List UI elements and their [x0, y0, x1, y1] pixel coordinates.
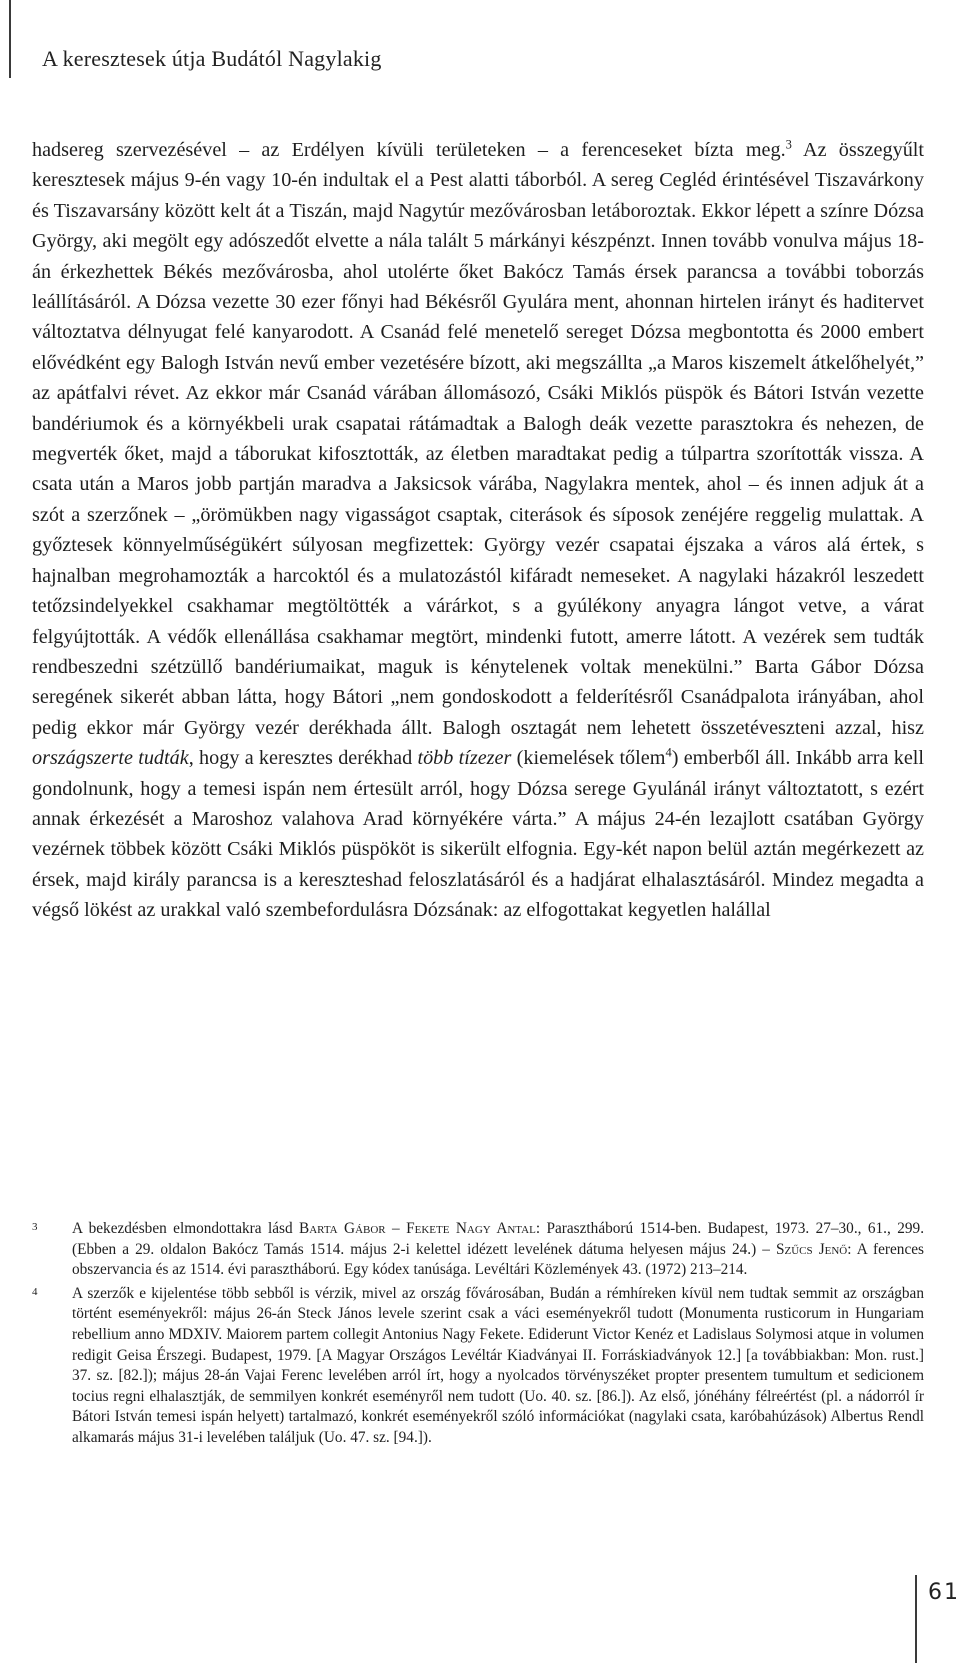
body-text-3: , hogy a keresztes derékhad [188, 747, 418, 770]
footnote-author: Barta Gábor – Fekete Nagy Antal [299, 1220, 536, 1237]
body-text-1: hadsereg szervezésével – az Erdélyen kívüli területeken – a ferenceseket bízta meg. [32, 139, 786, 161]
footnotes [32, 1219, 924, 1452]
body-text-5: ) emberből áll. Inkább arra kell gondolnunk, hogy a temesi ispán nem értesült arról, hogy Dózsa serege Gyulánál irányt változtatott, s ezért annak érkezését a Maroshoz valahova Arad környékére várta.” A május 24-én lezajlott csatában György vezérnek többek között Csáki Miklós püspököt is sikerült elfognia. Egy-két napon belül aztán megérkezett az érsek, majd király parancsa is a kereszteshad feloszlatásáról és a hadjárat elhalasztásáról. Mindez megadta a végső lökést az urakkal való szembefordulásra Dózsának: az elfogottakat kegyetlen halállal [32, 747, 924, 922]
emphasis-2: több tízezer [417, 747, 512, 770]
footnote-ref-4[interactable]: 4 [665, 745, 672, 760]
footnote-number: 3 [32, 1221, 38, 1233]
footnote-author: Szűcs Jenő [775, 1240, 848, 1258]
body-text-4: (kiemelések tőlem [511, 747, 666, 770]
footnote-text: A bekezdésben elmondottakra lásd [72, 1220, 300, 1237]
footnote-ref-3[interactable]: 3 [785, 137, 792, 152]
footnote-text: : Parasztháború 1514-ben. Budapest, 1973. 27–30., 61., 299. (Ebben a 29. oldalon Bakócz Tamás 1514. május 2-i kelettel idézett levelének dátuma helyesen május 24.) – [72, 1220, 925, 1258]
footnote-text: : A ferences obszervancia és az 1514. évi parasztháború. Egy kódex tanúsága. Levéltári Közlemények 43. (1972) 213–214. [72, 1240, 924, 1279]
page-number-rule [915, 1575, 917, 1663]
running-head: A keresztesek útja Budától Nagylakig [42, 46, 382, 71]
emphasis-1: országszerte tudták [32, 747, 189, 770]
body-text-2: Az összegyűlt keresztesek május 9-én vagy 10-én indultak el a Pest alatti táborból. A sereg Cegléd érintésével Tiszavárkony és Tiszavarsány között kelt át a Tiszán, majd Nagytúr mezővárosban letáboroztak. Ekkor lépett a színre Dózsa György, aki megölt egy adószedőt elvette a nála talált 5 márkányi készpénzt. Innen tovább vonulva május 18-án érkezhettek Békés mezővárosba, ahol utolérte őket Bakócz Tamás érsek parancsa a további toborzás leállításáról. A Dózsa vezette 30 ezer főnyi had Békésről Gyulára ment, ahonnan hirtelen irányt és haditervet változtatva délnyugat felé kanyarodott. A Csanád felé menetelő sereget Dózsa megbontotta és 2000 embert elővédként egy Balogh István nevű ember vezetésére bízott, aki megszállta „a Maros kiszemelt átkelőhelyét,” az apátfalvi révet. Az ekkor már Csanád várában állomásozó, Csáki Miklós püspök és Bátori István vezette bandériumok és a környékbeli urak csapatai rátámadtak a Balogh deák vezette parasztokra és nehezen, de megverték őket, majd a táborukat kifosztották, az életben maradtakat pedig a túlpartra szorították vissza. A csata után a Maros jobb partján maradva a Jaksicsok várába, Nagylakra mentek, ahol – és innen adjuk át a szót a szerzőnek – „örömükben nagy vigasságot csaptak, citerások és síposok zenéjére reggelig mulattak. A győztesek könnyelműségükért súlyosan megfizettek: György vezér csapatai éjszaka a város alá értek, s hajnalban megrohamozták a harcoktól és a mulatozástól kifáradt nemeseket. A nagylaki házakról leszedett tetőzsindelyekkel csakhamar megtöltötték a várárkot, s a gyúlékony anyagra lángot vetve, a várat felgyújtották. A védők ellenállása csakhamar megtört, mindenki futott, amerre látott. A vezérek sem tudták rendbeszedni szétzüllő bandériumaikat, maguk is kénytelenek voltak menekülni.” Barta Gábor Dózsa seregének sikerét abban látta, hogy Bátori „nem gondoskodott a felderítésről Csanádpalota irányában, ahol pedig ekkor már György vezér derékhada állt. Balogh osztagát nem lehetett összetéveszteni azzal, hisz [32, 139, 924, 739]
page-number: 61 [928, 1580, 960, 1605]
footnote-text: A szerzők e kijelentése több sebből is vérzik, mivel az ország fővárosában, Budán a rémhíreken kívül nem tudtak semmit az országban történt eseményekről: május 26-án Steck János levele szerint csak a váci eseményekről tudott (Monumenta rusticorum in Hungariam rebellium anno MDXIV. Maiorem partem collegit Antonius Nagy Fekete. Ediderunt Victor Kenéz et Ladislaus Solymosi atque in volumen redigit Geisa Érszegi. Budapest, 1979. [A Magyar Országos Levéltár Kiadványai II. Forráskiadványok 12.] [a továbbiakban: Mon. rust.] 37. sz. [82.]); május 28-án Vajai Ferenc levelében arról írt, hogy a nyolcados törvényszéket propter presentem tumultum et sedicionem tocius regni elhalasztják, de semmilyen konkrét eseményről nem tudott (Uo. 40. sz. [86.]). Az első, jónéhány félreértést (pl. a nádorról ír Bátori István temesi ispán helyett) tartalmazó, konkrét eseményekről szóló információkat (nagylaki csata, karóbahúzások) Albertus Rendl alkamarás május 31-i levelében találjuk (Uo. 47. sz. [94.]). [72, 1284, 924, 1446]
header-vertical-rule [9, 0, 11, 78]
footnote-number: 4 [32, 1285, 38, 1298]
footnote-3 [32, 1219, 924, 1281]
footnote-4 [32, 1284, 924, 1449]
body-paragraph [32, 135, 924, 926]
